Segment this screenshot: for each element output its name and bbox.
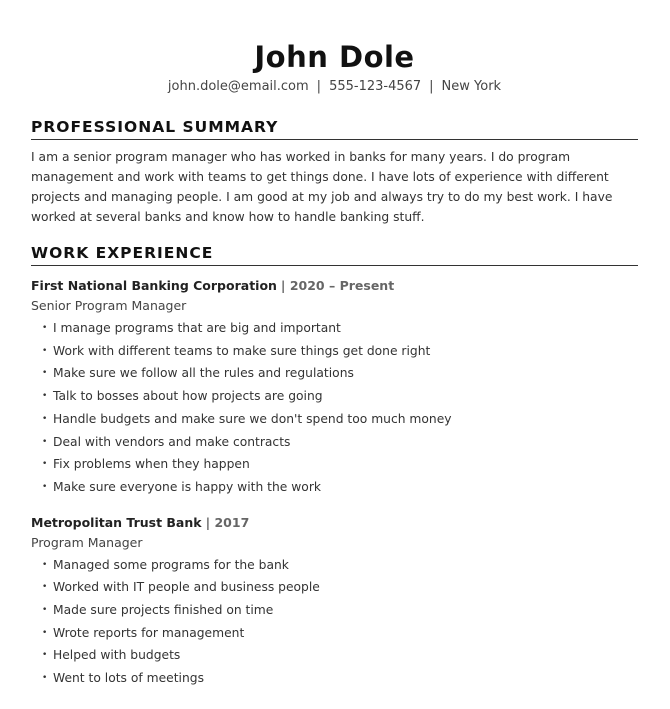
bullet-icon: • <box>42 413 48 424</box>
contact-separator: | <box>316 79 322 94</box>
bullet-icon: • <box>42 627 48 638</box>
job-role: Program Manager <box>31 534 143 550</box>
bullet-icon: • <box>42 582 48 593</box>
job-bullet-list <box>31 317 638 499</box>
job-bullet-text: Wrote reports for management <box>53 625 245 640</box>
job-bullet-list <box>31 554 638 690</box>
job-bullet-text: Worked with IT people and business people <box>53 580 320 595</box>
summary-section <box>31 117 638 227</box>
job-bullet <box>31 599 638 622</box>
job-bullet <box>31 431 638 454</box>
job-bullet <box>31 476 638 499</box>
job-bullet-text: I manage programs that are big and important <box>53 321 341 335</box>
bullet-icon: • <box>42 391 48 402</box>
job-heading <box>31 513 638 533</box>
contact-email: john.dole@email.com <box>167 79 309 94</box>
job-bullet-text: Managed some programs for the bank <box>53 557 289 572</box>
bullet-icon: • <box>42 323 48 333</box>
job-heading <box>31 276 638 296</box>
job-entry <box>31 513 638 690</box>
resume-header <box>31 38 638 96</box>
job-bullet <box>31 554 638 577</box>
resume-page <box>31 38 638 690</box>
job-role: Senior Program Manager <box>31 298 187 313</box>
job-company: First National Banking Corporation <box>31 278 277 293</box>
job-bullet <box>31 667 638 690</box>
job-bullet-text: Helped with budgets <box>53 648 181 663</box>
job-company: Metropolitan Trust Bank <box>31 514 202 530</box>
job-entry <box>31 276 638 499</box>
bullet-icon: • <box>42 559 48 570</box>
job-bullet-text: Fix problems when they happen <box>53 457 250 472</box>
summary-title: PROFESSIONAL SUMMARY <box>31 117 638 140</box>
bullet-icon: • <box>42 605 48 616</box>
bullet-icon: • <box>42 673 48 684</box>
job-bullet-text: Deal with vendors and make contracts <box>53 434 291 449</box>
contact-phone: 555-123-4567 <box>329 79 422 94</box>
job-bullet-text: Handle budgets and make sure we don't spend too much money <box>53 411 452 426</box>
job-bullet-text: Made sure projects finished on time <box>53 603 274 618</box>
job-bullet <box>31 576 638 599</box>
job-bullet <box>31 340 638 363</box>
job-bullet <box>31 362 638 385</box>
job-bullet <box>31 317 638 340</box>
contact-separator: | <box>429 79 434 94</box>
job-bullet <box>31 408 638 431</box>
bullet-icon: • <box>42 345 48 356</box>
summary-text: I am a senior program manager who has worked in banks for many years. I do program management and work with teams to get things done. I have lots of experience with different projects and managing people. I am good at my job and always try to do my best work. I have worked at several banks and know how to handle banking stuff. <box>31 150 613 224</box>
bullet-icon: • <box>42 436 48 447</box>
job-bullet-text: Work with different teams to make sure things get done right <box>53 343 431 358</box>
job-dates: | 2017 <box>205 514 250 530</box>
bullet-icon: • <box>42 650 48 661</box>
job-bullet <box>31 644 638 667</box>
job-dates: | 2020 – Present <box>280 278 395 293</box>
bullet-icon: • <box>42 368 48 379</box>
job-bullet-text: Make sure we follow all the rules and regulations <box>53 366 354 381</box>
job-bullet-text: Make sure everyone is happy with the work <box>53 479 321 494</box>
bullet-icon: • <box>42 481 48 492</box>
job-bullet <box>31 622 638 645</box>
job-bullet <box>31 453 638 476</box>
candidate-name: John Dole <box>254 40 415 74</box>
job-bullet-text: Talk to bosses about how projects are going <box>53 389 323 404</box>
bullet-icon: • <box>42 459 48 470</box>
job-bullet <box>31 385 638 408</box>
contact-location: New York <box>441 79 502 94</box>
work-experience-section <box>31 243 638 690</box>
work-experience-title: WORK EXPERIENCE <box>31 243 638 266</box>
contact-line <box>31 78 638 96</box>
job-bullet-text: Went to lots of meetings <box>53 671 204 686</box>
